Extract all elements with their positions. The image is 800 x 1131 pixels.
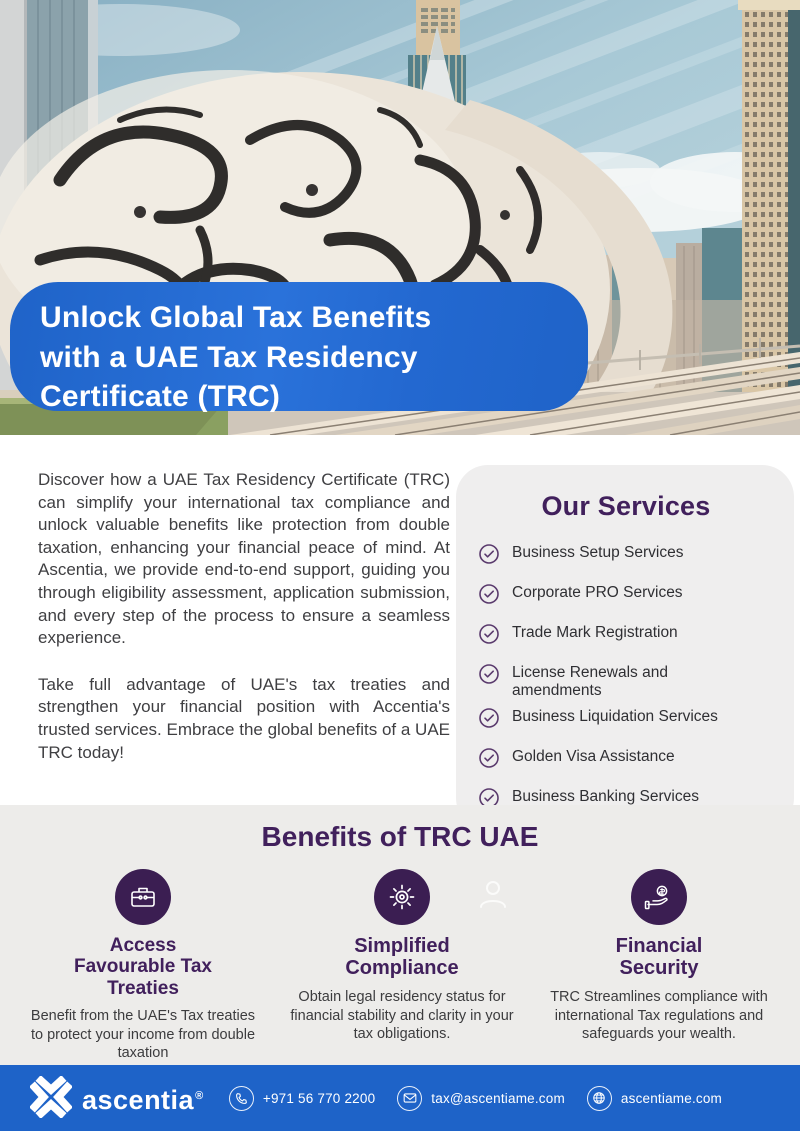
benefit-description: Obtain legal residency status for financial stability and clarity in your tax obligations. [290, 988, 514, 1043]
check-circle-icon [478, 707, 500, 734]
services-list [478, 544, 774, 814]
service-label: Golden Visa Assistance [512, 747, 675, 765]
service-item [478, 544, 774, 570]
ascentia-logo-icon [30, 1076, 72, 1123]
check-circle-icon [478, 663, 500, 690]
benefits-title: Benefits of TRC UAE [261, 821, 539, 852]
service-label: Business Setup Services [512, 544, 684, 561]
benefit-title: Access Favourable Tax Treaties [74, 935, 212, 999]
brand-logo [30, 1074, 204, 1123]
hero-title-line-2: with a UAE Tax Residency [40, 340, 418, 374]
services-title: Our Services [541, 491, 711, 521]
service-label: Business Banking Services [512, 787, 699, 805]
phone-contact[interactable] [229, 1086, 375, 1111]
brand-name [82, 1074, 204, 1122]
benefit-description: Benefit from the UAE's Tax treaties to protect your income from double taxation [30, 1007, 256, 1062]
check-circle-icon [478, 747, 500, 774]
service-item [478, 624, 774, 650]
service-item [478, 664, 774, 700]
service-label: Trade Mark Registration [512, 624, 678, 641]
service-label: License Renewals and amendments [512, 664, 668, 699]
registered-mark: ® [195, 1089, 204, 1102]
hero-title-banner [10, 282, 588, 414]
envelope-icon [397, 1086, 422, 1111]
service-label: Corporate PRO Services [512, 584, 683, 601]
phone-icon [229, 1086, 254, 1111]
benefit-access-tax-treaties [22, 869, 264, 1063]
globe-icon [587, 1086, 612, 1111]
service-item [478, 708, 774, 734]
email-address: tax@ascentiame.com [431, 1090, 565, 1106]
content-section [0, 435, 800, 805]
services-card [456, 465, 794, 830]
benefits-row [0, 869, 800, 1063]
service-item [478, 748, 774, 774]
website-url: ascentiame.com [620, 1090, 722, 1106]
hero-title-line-3: Certificate (TRC) [40, 380, 281, 414]
gear-icon [374, 869, 430, 925]
hand-coin-icon [631, 869, 687, 925]
intro-paragraph-1: Discover how a UAE Tax Residency Certificate (TRC) can simplify your international tax compliance and unlock valuable benefits like protection from double taxation, enhancing your financial peace of mind. At Ascentia, we provide end-to-end support, guiding you through eligibility assessment, application submission, and every step of the process to ensure a seamless experience. [38, 470, 450, 648]
person-icon [477, 877, 509, 916]
brand-text: ascentia [82, 1084, 195, 1115]
briefcase-icon [115, 869, 171, 925]
footer-bar [0, 1065, 800, 1131]
benefit-description: TRC Streamlines compliance with international Tax regulations and safeguards your wealth. [550, 988, 768, 1043]
intro-paragraph-2: Take full advantage of UAE's tax treaties and strengthen your financial position with Accentia's trusted services. Embrace the global benefits of a UAE TRC today! [38, 674, 450, 762]
hero-title-line-1: Unlock Global Tax Benefits [40, 301, 432, 334]
intro-text [38, 465, 450, 805]
check-circle-icon [478, 583, 500, 610]
benefits-section [0, 805, 800, 1065]
check-circle-icon [478, 623, 500, 650]
website-contact[interactable] [587, 1086, 722, 1111]
benefit-financial-security [540, 869, 778, 1063]
email-contact[interactable] [397, 1086, 565, 1111]
benefit-title: Financial Security [615, 935, 703, 980]
service-label: Business Liquidation Services [512, 707, 718, 725]
benefit-title: Simplified Compliance [345, 935, 459, 980]
footer-contacts [229, 1086, 774, 1111]
hero-section [0, 0, 800, 435]
phone-number: +971 56 770 2200 [262, 1090, 376, 1106]
check-circle-icon [478, 543, 500, 570]
service-item [478, 584, 774, 610]
